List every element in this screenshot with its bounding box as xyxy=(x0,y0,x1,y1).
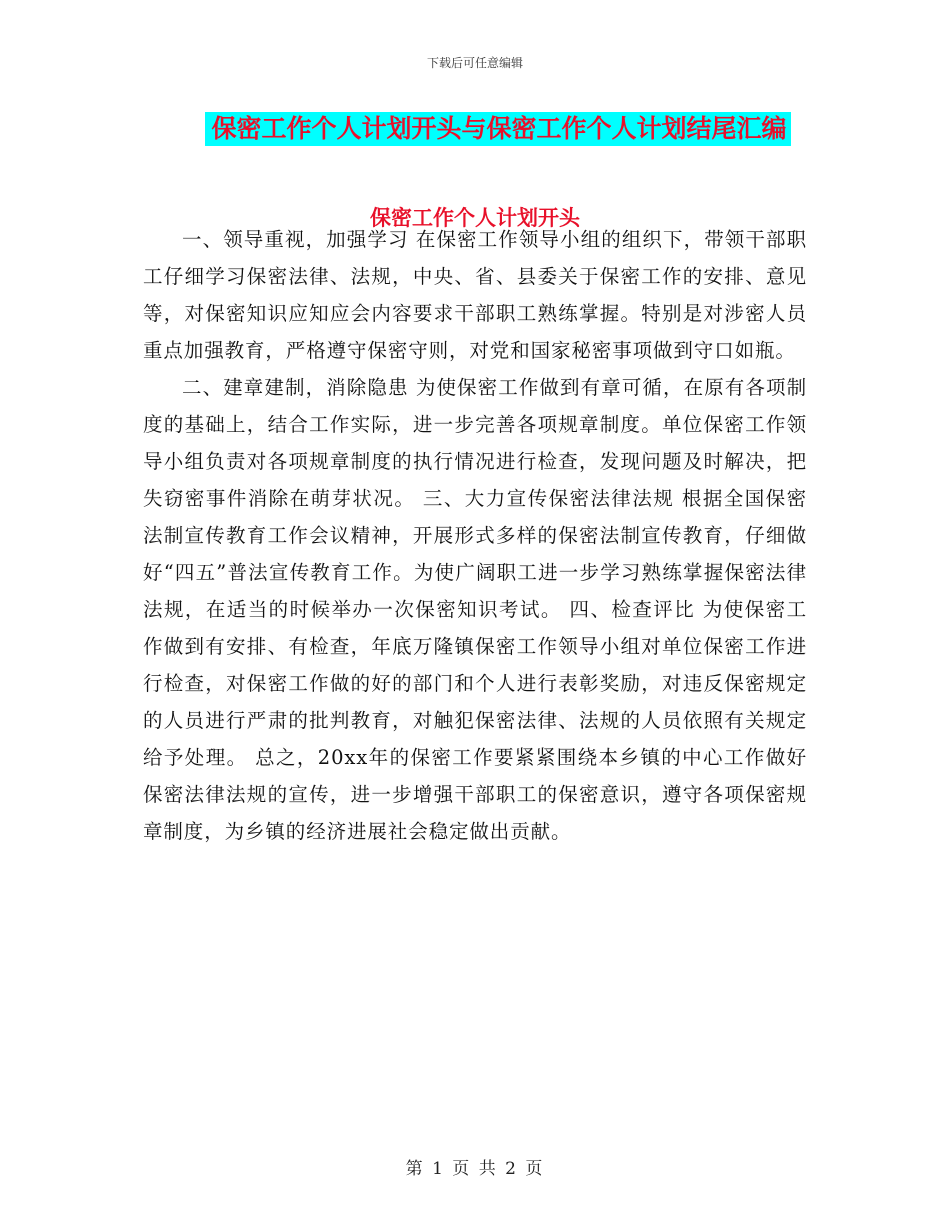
document-body xyxy=(143,221,807,850)
document-title-container xyxy=(0,112,950,146)
paragraph-1: 一、领导重视，加强学习 在保密工作领导小组的组织下，带领干部职工仔细学习保密法律、法规，中央、省、县委关于保密工作的安排、意见等，对保密知识应知应会内容要求干部职工熟练掌握。特别是对涉密人员重点加强教育，严格遵守保密守则，对党和国家秘密事项做到守口如瓶。 xyxy=(143,228,807,362)
section-title: 保密工作个人计划开头 xyxy=(370,206,580,230)
paragraph-2: 二、建章建制，消除隐患 为使保密工作做到有章可循，在原有各项制度的基础上，结合工作实际，进一步完善各项规章制度。单位保密工作领导小组负责对各项规章制度的执行情况进行检查，发现问题及时解决，把失窃密事件消除在萌芽状况。 三、大力宣传保密法律法规 根据全国保密法制宣传教育工作会议精神，开展形式多样的保密法制宣传教育，仔细做好“四五”普法宣传教育工作。为使广阔职工进一步学习熟练掌握保密法律法规，在适当的时候举办一次保密知识考试。 四、检查评比 为使保密工作做到有安排、有检查，年底万隆镇保密工作领导小组对单位保密工作进行检查，对保密工作做的好的部门和个人进行表彰奖励，对违反保密规定的人员进行严肃的批判教育，对触犯保密法律、法规的人员依照有关规定给予处理。 总之，20xx年的保密工作要紧紧围绕本乡镇的中心工作做好保密法律法规的宣传，进一步增强干部职工的保密意识，遵守各项保密规章制度，为乡镇的经济进展社会稳定做出贡献。 xyxy=(143,376,807,843)
page-footer: 第 1 页 共 2 页 xyxy=(405,1159,545,1179)
document-title: 保密工作个人计划开头与保密工作个人计划结尾汇编 xyxy=(205,112,790,146)
header-note: 下载后可任意编辑 xyxy=(426,56,523,70)
